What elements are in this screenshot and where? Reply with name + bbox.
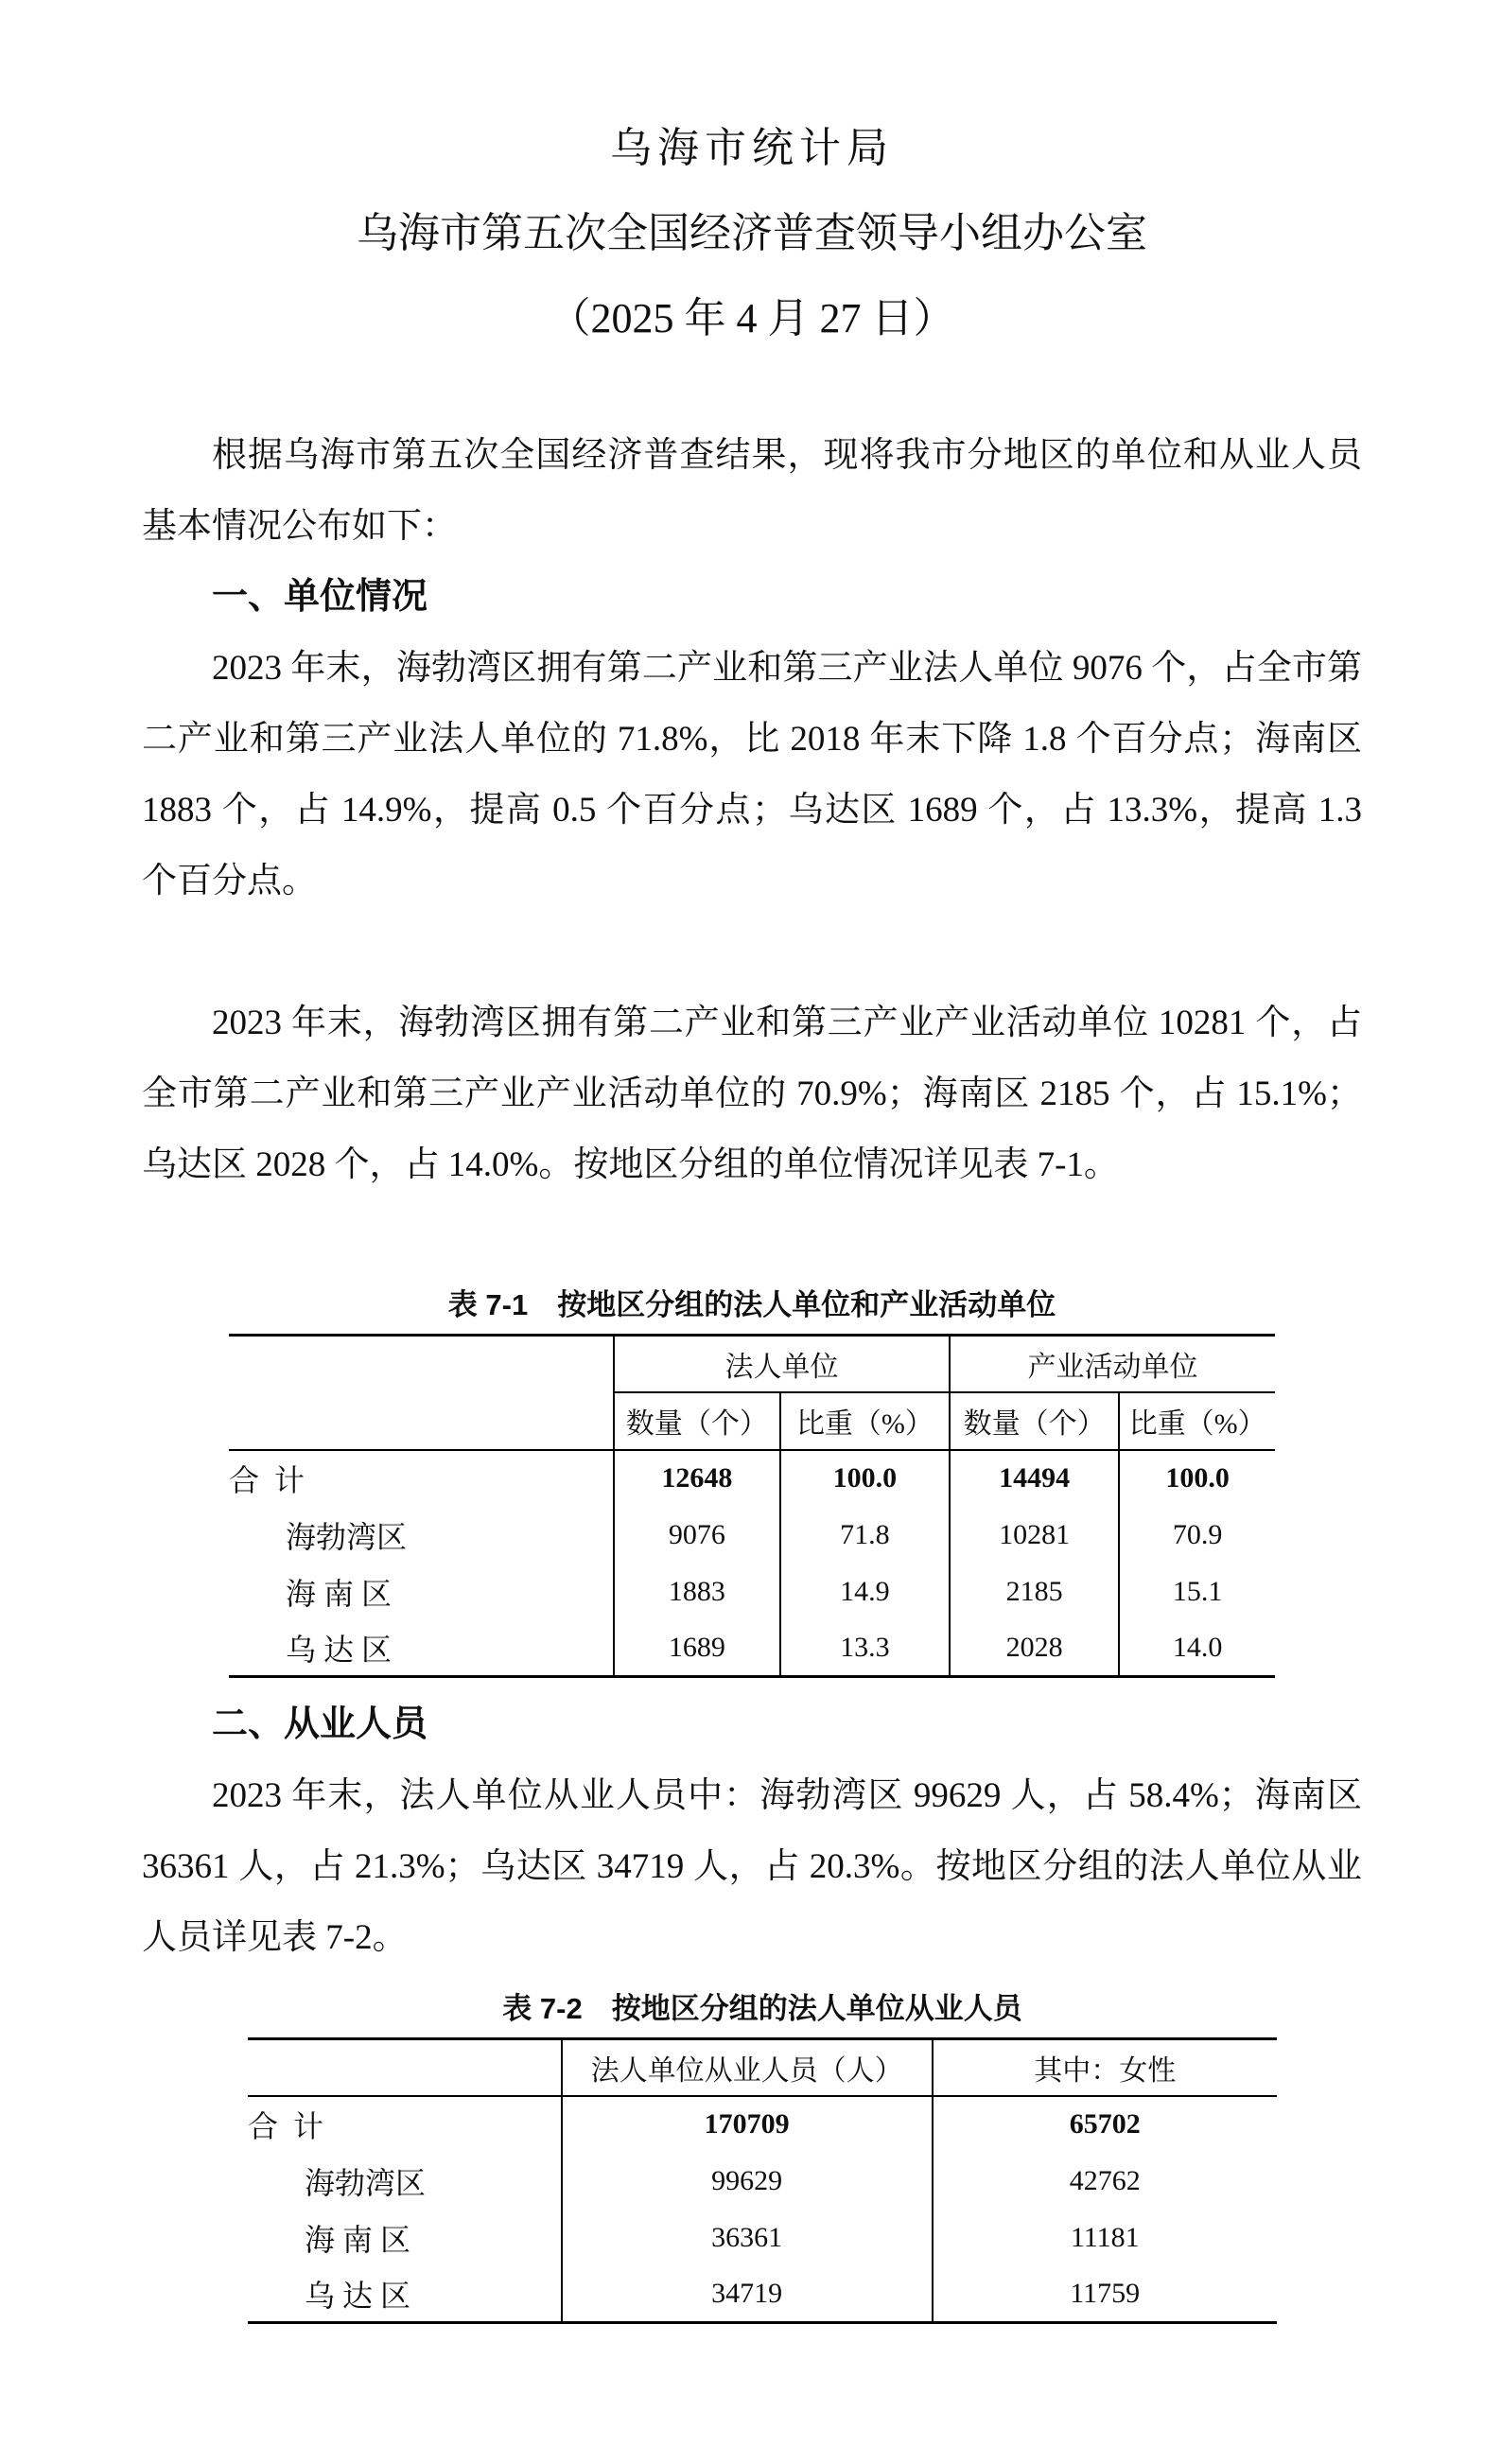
table-cell: 100.0 [1119, 1450, 1275, 1507]
table-cell: 15.1 [1119, 1564, 1275, 1620]
staff-paragraph-1: 2023 年末，法人单位从业人员中：海勃湾区 99629 人，占 58.4%；海南区 36361 人，占 21.3%；乌达区 34719 人，占 20.3%。按地区分组的法人单位从业人员详见表 7-2。 [142, 1776, 1362, 1957]
column-header: 其中：女性 [933, 2039, 1278, 2096]
units-paragraph-2: 2023 年末，海勃湾区拥有第二产业和第三产业产业活动单位 10281 个，占全市第二产业和第三产业产业活动单位的 70.9%；海南区 2185 个，占 15.1%；乌达区 2028 个，占 14.0%。按地区分组的单位情况详见表 7-1。 [142, 1004, 1362, 1184]
intro-paragraph: 根据乌海市第五次全国经济普查结果，现将我市分地区的单位和从业人员基本情况公布如下： [142, 436, 1362, 546]
table-cell: 12648 [614, 1450, 780, 1507]
table-cell: 10281 [950, 1507, 1119, 1564]
table-cell: 1883 [614, 1564, 780, 1620]
table-cell: 2185 [950, 1564, 1119, 1620]
column-header: 法人单位从业人员（人） [562, 2039, 933, 2096]
table-7-1 [229, 1334, 1275, 1678]
table-row [248, 2210, 1277, 2266]
issue-date: （2025 年 4 月 27 日） [549, 295, 955, 341]
table-cell: 14.9 [780, 1564, 950, 1620]
column-header: 比重（%） [780, 1392, 950, 1450]
table-cell: 70.9 [1119, 1507, 1275, 1564]
table-row-total [248, 2096, 1277, 2153]
column-header: 比重（%） [1119, 1392, 1275, 1450]
table-cell: 9076 [614, 1507, 780, 1564]
units-paragraph-1: 2023 年末，海勃湾区拥有第二产业和第三产业法人单位 9076 个，占全市第二产业和第三产业法人单位的 71.8%，比 2018 年末下降 1.8 个百分点；海南区 1883 个，占 14.9%，提高 0.5 个百分点；乌达区 1689 个，占 13.3%，提高 1.3 个百分点。 [142, 649, 1362, 900]
row-label: 海勃湾区 [286, 1519, 408, 1554]
row-label: 乌 达 区 [286, 1632, 393, 1667]
row-label: 海 南 区 [286, 1576, 393, 1611]
issuer-line-1: 乌海市统计局 [610, 125, 894, 171]
table-7-2-corner-cell [248, 2039, 562, 2096]
table-cell: 42762 [933, 2153, 1278, 2210]
table-cell: 100.0 [780, 1450, 950, 1507]
table-7-2-title: 表 7-2 按地区分组的法人单位从业人员 [502, 1992, 1022, 2025]
table-7-1-title: 表 7-1 按地区分组的法人单位和产业活动单位 [447, 1288, 1056, 1321]
table-cell: 99629 [562, 2153, 933, 2210]
table-cell: 170709 [562, 2096, 933, 2153]
row-label: 合 计 [248, 2096, 562, 2153]
document-header [142, 0, 1362, 361]
table-cell: 11181 [933, 2210, 1278, 2266]
table-cell: 11759 [933, 2266, 1278, 2323]
table-7-1-group-legal-units: 法人单位 [614, 1336, 950, 1392]
table-row-total [229, 1450, 1275, 1507]
table-7-2-block [248, 1981, 1277, 2324]
issuer-line-2: 乌海市第五次全国经济普查领导小组办公室 [357, 210, 1147, 256]
section-heading-units: 一、单位情况 [212, 577, 428, 617]
table-7-2 [248, 2037, 1277, 2324]
table-row [229, 1507, 1275, 1564]
row-label: 海 南 区 [305, 2222, 411, 2257]
table-cell: 13.3 [780, 1620, 950, 1677]
table-cell: 1689 [614, 1620, 780, 1677]
table-7-1-corner-cell [229, 1336, 614, 1450]
table-cell: 2028 [950, 1620, 1119, 1677]
table-row [229, 1564, 1275, 1620]
row-label: 海勃湾区 [305, 2165, 427, 2200]
table-7-1-group-header-row [229, 1336, 1275, 1392]
table-cell: 14.0 [1119, 1620, 1275, 1677]
section-heading-staff: 二、从业人员 [212, 1704, 428, 1744]
row-label: 乌 达 区 [305, 2278, 411, 2313]
row-label: 合 计 [229, 1450, 614, 1507]
table-row [248, 2266, 1277, 2323]
table-row [248, 2153, 1277, 2210]
table-cell: 65702 [933, 2096, 1278, 2153]
table-cell: 36361 [562, 2210, 933, 2266]
table-7-1-block [229, 1277, 1275, 1678]
column-header: 数量（个） [614, 1392, 780, 1450]
table-row [229, 1620, 1275, 1677]
table-cell: 14494 [950, 1450, 1119, 1507]
table-cell: 34719 [562, 2266, 933, 2323]
table-7-2-header-row [248, 2039, 1277, 2096]
table-cell: 71.8 [780, 1507, 950, 1564]
column-header: 数量（个） [950, 1392, 1119, 1450]
table-7-1-group-activity-units: 产业活动单位 [950, 1336, 1275, 1392]
